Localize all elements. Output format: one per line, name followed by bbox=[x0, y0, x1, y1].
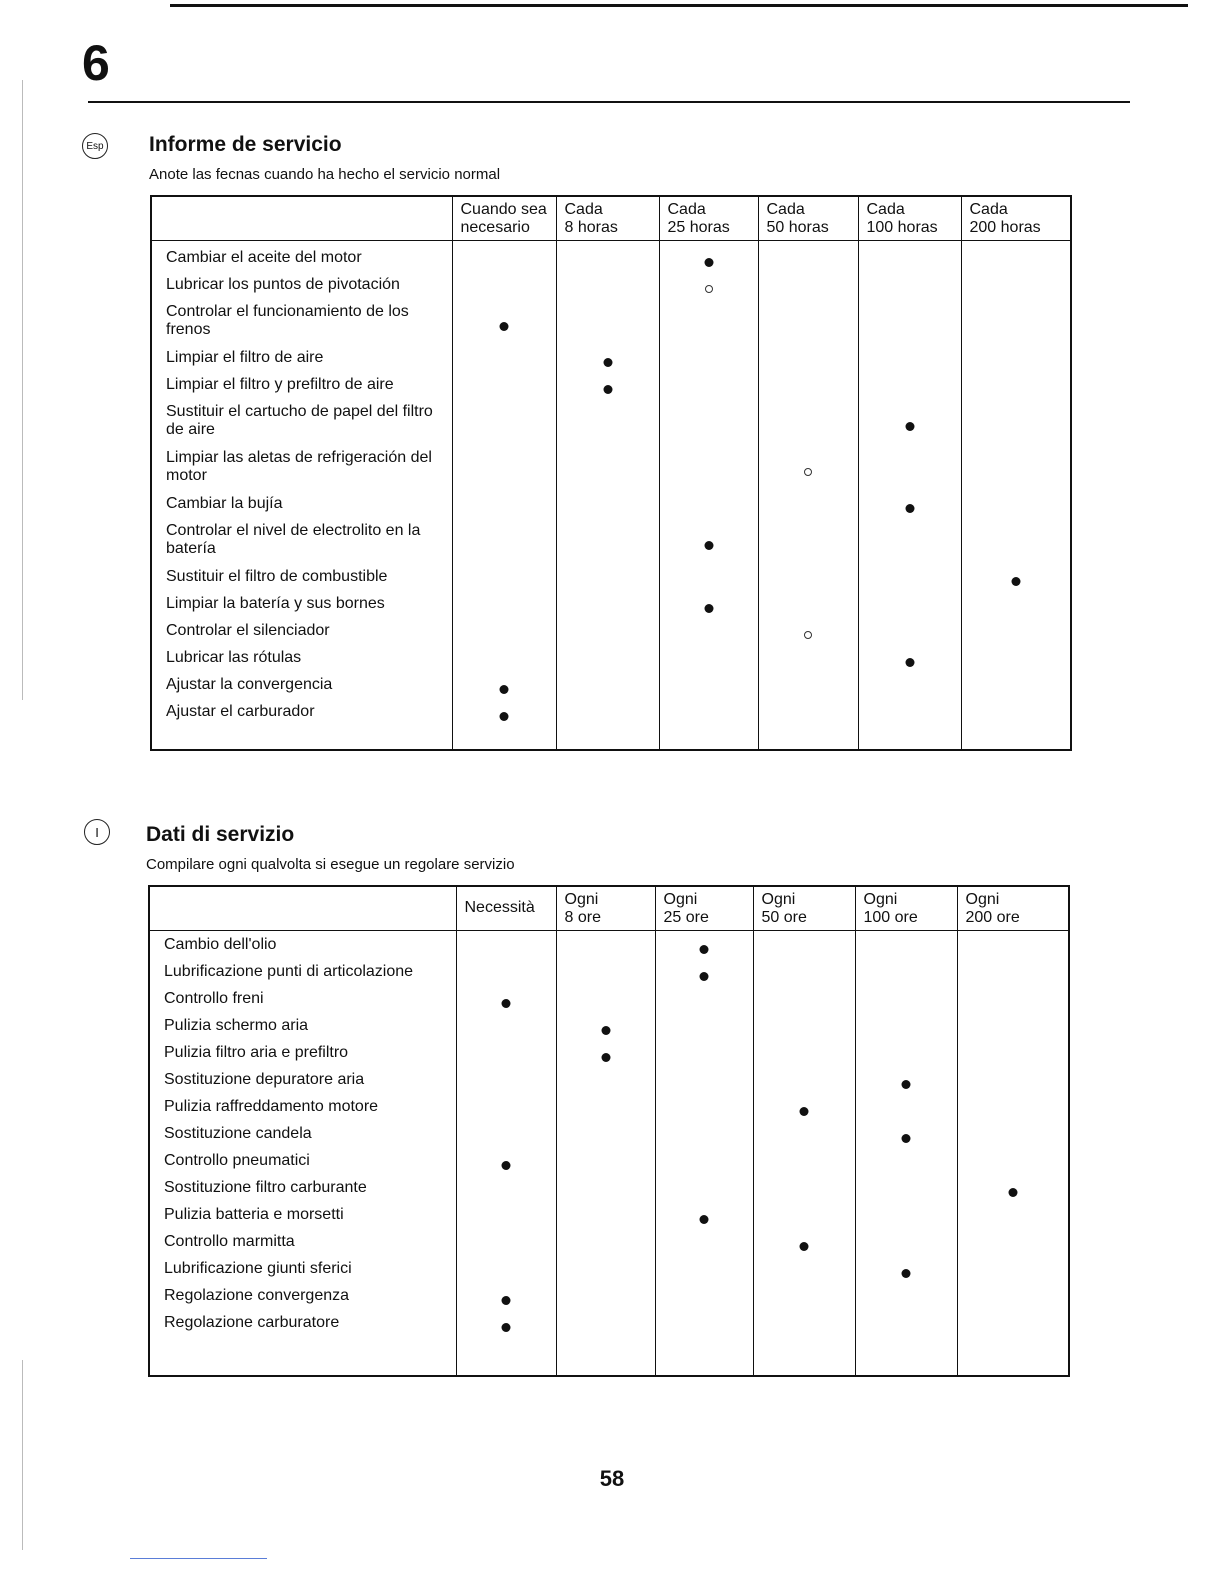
schedule-cell bbox=[759, 568, 858, 595]
footer-scan-line bbox=[130, 1558, 267, 1559]
task-label: Limpiar la batería y sus bornes bbox=[166, 594, 385, 612]
task-label: Pulizia schermo aria bbox=[164, 1016, 309, 1034]
schedule-cell bbox=[754, 990, 855, 1017]
schedule-cell bbox=[660, 349, 758, 376]
schedule-cell bbox=[856, 990, 957, 1017]
schedule-cell bbox=[962, 522, 1071, 568]
schedule-cell bbox=[859, 522, 961, 568]
column-header: Ogni 8 ore bbox=[556, 886, 655, 930]
schedule-cell bbox=[656, 936, 753, 963]
schedule-cell bbox=[958, 936, 1069, 963]
schedule-cell bbox=[962, 649, 1071, 676]
schedule-cell bbox=[962, 303, 1071, 349]
task-label: Lubricar los puntos de pivotación bbox=[166, 275, 400, 293]
interval-column bbox=[753, 930, 855, 1376]
schedule-cell bbox=[557, 349, 659, 376]
task-column-header bbox=[149, 886, 456, 930]
schedule-cell bbox=[754, 1179, 855, 1206]
italian-subtitle: Compilare ogni qualvolta si esegue un regolare servizio bbox=[146, 856, 515, 873]
schedule-cell bbox=[759, 276, 858, 303]
schedule-cell bbox=[457, 936, 556, 963]
schedule-dot-icon bbox=[500, 685, 509, 694]
schedule-cell bbox=[453, 495, 556, 522]
schedule-cell bbox=[557, 1152, 655, 1179]
task-label: Pulizia filtro aria e prefiltro bbox=[164, 1043, 349, 1061]
schedule-cell bbox=[453, 349, 556, 376]
schedule-cell bbox=[557, 1179, 655, 1206]
schedule-cell bbox=[859, 249, 961, 276]
column-header: Ogni 200 ore bbox=[957, 886, 1069, 930]
schedule-cell bbox=[656, 990, 753, 1017]
schedule-cell bbox=[754, 1260, 855, 1287]
column-header: Ogni 100 ore bbox=[855, 886, 957, 930]
italian-service-table bbox=[148, 885, 1070, 1377]
schedule-cell bbox=[557, 495, 659, 522]
schedule-cell bbox=[557, 963, 655, 990]
schedule-cell bbox=[962, 376, 1071, 403]
schedule-cell bbox=[457, 1233, 556, 1260]
schedule-cell bbox=[557, 1260, 655, 1287]
schedule-cell bbox=[457, 1206, 556, 1233]
interval-column bbox=[556, 930, 655, 1376]
task-label: Sostituzione filtro carburante bbox=[164, 1178, 367, 1196]
schedule-cell bbox=[759, 376, 858, 403]
task-label: Limpiar el filtro de aire bbox=[166, 348, 324, 366]
language-badge-italian: I bbox=[84, 819, 110, 845]
schedule-cell bbox=[962, 595, 1071, 622]
schedule-cell bbox=[958, 990, 1069, 1017]
schedule-cell bbox=[962, 403, 1071, 449]
schedule-cell bbox=[856, 1260, 957, 1287]
task-label: Sustituir el cartucho de papel del filtro de aire bbox=[166, 402, 433, 438]
schedule-cell bbox=[457, 1125, 556, 1152]
interval-column bbox=[758, 240, 858, 750]
schedule-cell bbox=[759, 249, 858, 276]
schedule-cell bbox=[660, 376, 758, 403]
schedule-cell bbox=[856, 1314, 957, 1341]
task-label: Cambio dell'olio bbox=[164, 935, 277, 953]
schedule-cell bbox=[759, 676, 858, 703]
task-label: Cambiar la bujía bbox=[166, 494, 283, 512]
schedule-cell bbox=[453, 403, 556, 449]
italian-title: Dati di servizio bbox=[146, 823, 295, 846]
task-label: Sostituzione candela bbox=[164, 1124, 312, 1142]
schedule-cell bbox=[660, 703, 758, 730]
schedule-cell bbox=[457, 1314, 556, 1341]
schedule-cell bbox=[958, 1152, 1069, 1179]
schedule-cell bbox=[656, 1260, 753, 1287]
schedule-cell bbox=[859, 303, 961, 349]
column-header: Cada 200 horas bbox=[961, 196, 1071, 240]
schedule-cell bbox=[656, 1179, 753, 1206]
schedule-cell bbox=[754, 936, 855, 963]
schedule-dot-icon bbox=[500, 322, 509, 331]
task-label: Limpiar las aletas de refrigeración del motor bbox=[166, 448, 432, 484]
schedule-cell bbox=[453, 649, 556, 676]
top-rule bbox=[170, 4, 1188, 7]
schedule-cell bbox=[656, 1314, 753, 1341]
schedule-cell bbox=[557, 568, 659, 595]
schedule-cell bbox=[962, 276, 1071, 303]
schedule-cell bbox=[859, 703, 961, 730]
schedule-cell bbox=[557, 649, 659, 676]
task-label: Controllo freni bbox=[164, 989, 264, 1007]
schedule-dot-icon bbox=[500, 712, 509, 721]
schedule-cell bbox=[962, 249, 1071, 276]
schedule-cell bbox=[457, 1179, 556, 1206]
margin-scan-line bbox=[22, 80, 23, 700]
section-rule bbox=[88, 101, 1130, 103]
schedule-cell bbox=[557, 1287, 655, 1314]
column-header: Cada 100 horas bbox=[858, 196, 961, 240]
schedule-cell bbox=[859, 376, 961, 403]
schedule-cell bbox=[453, 303, 556, 349]
schedule-cell bbox=[856, 1152, 957, 1179]
schedule-cell bbox=[453, 522, 556, 568]
schedule-cell bbox=[557, 1314, 655, 1341]
schedule-cell bbox=[759, 349, 858, 376]
interval-column bbox=[556, 240, 659, 750]
schedule-cell bbox=[754, 1287, 855, 1314]
schedule-dot-icon bbox=[804, 631, 812, 639]
schedule-cell bbox=[557, 376, 659, 403]
schedule-cell bbox=[656, 1152, 753, 1179]
schedule-dot-icon bbox=[601, 1026, 610, 1035]
task-column-header bbox=[151, 196, 452, 240]
schedule-dot-icon bbox=[700, 1215, 709, 1224]
schedule-cell bbox=[856, 1206, 957, 1233]
schedule-dot-icon bbox=[804, 468, 812, 476]
schedule-cell bbox=[656, 1287, 753, 1314]
task-label: Regolazione convergenza bbox=[164, 1286, 350, 1304]
schedule-dot-icon bbox=[704, 541, 713, 550]
task-label: Pulizia batteria e morsetti bbox=[164, 1205, 344, 1223]
schedule-cell bbox=[958, 1098, 1069, 1125]
schedule-cell bbox=[754, 963, 855, 990]
task-label: Limpiar el filtro y prefiltro de aire bbox=[166, 375, 394, 393]
schedule-cell bbox=[457, 990, 556, 1017]
schedule-cell bbox=[457, 1098, 556, 1125]
schedule-cell bbox=[958, 1233, 1069, 1260]
schedule-dot-icon bbox=[603, 385, 612, 394]
schedule-cell bbox=[759, 403, 858, 449]
schedule-cell bbox=[856, 1098, 957, 1125]
margin-scan-line bbox=[22, 1360, 23, 1550]
schedule-cell bbox=[759, 522, 858, 568]
schedule-cell bbox=[660, 403, 758, 449]
schedule-cell bbox=[660, 649, 758, 676]
schedule-dot-icon bbox=[905, 658, 914, 667]
schedule-cell bbox=[656, 1233, 753, 1260]
task-label: Regolazione carburatore bbox=[164, 1313, 340, 1331]
schedule-cell bbox=[557, 449, 659, 495]
schedule-dot-icon bbox=[704, 604, 713, 613]
task-label: Pulizia raffreddamento motore bbox=[164, 1097, 379, 1115]
spanish-service-table bbox=[150, 195, 1072, 751]
schedule-cell bbox=[759, 303, 858, 349]
schedule-cell bbox=[759, 449, 858, 495]
schedule-cell bbox=[962, 703, 1071, 730]
schedule-cell bbox=[859, 649, 961, 676]
schedule-cell bbox=[557, 1125, 655, 1152]
schedule-cell bbox=[962, 676, 1071, 703]
schedule-cell bbox=[958, 963, 1069, 990]
page-number: 58 bbox=[599, 1466, 625, 1491]
schedule-cell bbox=[856, 1044, 957, 1071]
schedule-cell bbox=[457, 1260, 556, 1287]
schedule-cell bbox=[958, 1206, 1069, 1233]
schedule-cell bbox=[557, 522, 659, 568]
task-label: Ajustar la convergencia bbox=[166, 675, 333, 693]
schedule-dot-icon bbox=[704, 258, 713, 267]
schedule-cell bbox=[656, 1071, 753, 1098]
schedule-cell bbox=[759, 649, 858, 676]
schedule-dot-icon bbox=[905, 422, 914, 431]
schedule-cell bbox=[962, 622, 1071, 649]
schedule-cell bbox=[859, 495, 961, 522]
schedule-dot-icon bbox=[603, 358, 612, 367]
schedule-cell bbox=[754, 1152, 855, 1179]
schedule-cell bbox=[859, 449, 961, 495]
schedule-cell bbox=[856, 1233, 957, 1260]
schedule-cell bbox=[557, 936, 655, 963]
schedule-cell bbox=[962, 568, 1071, 595]
task-label: Cambiar el aceite del motor bbox=[166, 248, 362, 266]
schedule-cell bbox=[958, 1287, 1069, 1314]
schedule-dot-icon bbox=[905, 504, 914, 513]
schedule-cell bbox=[457, 963, 556, 990]
schedule-cell bbox=[660, 522, 758, 568]
schedule-cell bbox=[557, 303, 659, 349]
schedule-cell bbox=[660, 495, 758, 522]
schedule-cell bbox=[754, 1314, 855, 1341]
schedule-cell bbox=[856, 1125, 957, 1152]
schedule-cell bbox=[557, 595, 659, 622]
schedule-cell bbox=[962, 449, 1071, 495]
schedule-dot-icon bbox=[502, 1161, 511, 1170]
schedule-cell bbox=[557, 622, 659, 649]
schedule-cell bbox=[958, 1314, 1069, 1341]
schedule-cell bbox=[557, 1233, 655, 1260]
schedule-cell bbox=[962, 349, 1071, 376]
schedule-cell bbox=[453, 276, 556, 303]
task-label: Controlar el nivel de electrolito en la batería bbox=[166, 521, 421, 557]
schedule-cell bbox=[759, 595, 858, 622]
schedule-cell bbox=[656, 1206, 753, 1233]
column-header: Ogni 25 ore bbox=[655, 886, 753, 930]
schedule-cell bbox=[859, 595, 961, 622]
schedule-cell bbox=[958, 1260, 1069, 1287]
schedule-cell bbox=[453, 568, 556, 595]
task-label: Controllo marmitta bbox=[164, 1232, 295, 1250]
schedule-cell bbox=[660, 303, 758, 349]
schedule-cell bbox=[557, 403, 659, 449]
interval-column bbox=[659, 240, 758, 750]
schedule-dot-icon bbox=[502, 1323, 511, 1332]
interval-column bbox=[855, 930, 957, 1376]
schedule-cell bbox=[656, 963, 753, 990]
schedule-cell bbox=[759, 495, 858, 522]
schedule-cell bbox=[859, 276, 961, 303]
schedule-cell bbox=[557, 703, 659, 730]
schedule-cell bbox=[453, 703, 556, 730]
schedule-cell bbox=[557, 676, 659, 703]
interval-column bbox=[456, 930, 556, 1376]
schedule-dot-icon bbox=[902, 1269, 911, 1278]
interval-column bbox=[655, 930, 753, 1376]
schedule-cell bbox=[660, 595, 758, 622]
spanish-subtitle: Anote las fecnas cuando ha hecho el servicio normal bbox=[149, 166, 501, 183]
schedule-cell bbox=[660, 568, 758, 595]
schedule-cell bbox=[453, 249, 556, 276]
schedule-dot-icon bbox=[601, 1053, 610, 1062]
schedule-cell bbox=[754, 1071, 855, 1098]
schedule-cell bbox=[557, 1017, 655, 1044]
schedule-dot-icon bbox=[1008, 1188, 1017, 1197]
column-header: Cada 8 horas bbox=[556, 196, 659, 240]
schedule-cell bbox=[453, 595, 556, 622]
schedule-cell bbox=[557, 1098, 655, 1125]
schedule-cell bbox=[656, 1098, 753, 1125]
schedule-cell bbox=[754, 1044, 855, 1071]
schedule-cell bbox=[754, 1125, 855, 1152]
schedule-cell bbox=[856, 1179, 957, 1206]
schedule-dot-icon bbox=[502, 1296, 511, 1305]
schedule-cell bbox=[660, 622, 758, 649]
schedule-cell bbox=[457, 1044, 556, 1071]
schedule-cell bbox=[759, 703, 858, 730]
column-header: Cuando sea necesario bbox=[452, 196, 556, 240]
language-badge-spanish: Esp bbox=[82, 133, 108, 159]
column-header: Cada 25 horas bbox=[659, 196, 758, 240]
schedule-cell bbox=[457, 1152, 556, 1179]
schedule-cell bbox=[557, 276, 659, 303]
chapter-number: 6 bbox=[82, 35, 110, 91]
schedule-cell bbox=[453, 376, 556, 403]
schedule-cell bbox=[754, 1233, 855, 1260]
column-header: Cada 50 horas bbox=[758, 196, 858, 240]
schedule-cell bbox=[660, 276, 758, 303]
schedule-cell bbox=[759, 622, 858, 649]
schedule-cell bbox=[958, 1179, 1069, 1206]
schedule-cell bbox=[660, 249, 758, 276]
schedule-dot-icon bbox=[705, 285, 713, 293]
schedule-cell bbox=[859, 403, 961, 449]
schedule-dot-icon bbox=[902, 1080, 911, 1089]
schedule-cell bbox=[557, 249, 659, 276]
schedule-cell bbox=[457, 1017, 556, 1044]
task-label: Controllo pneumatici bbox=[164, 1151, 310, 1169]
schedule-cell bbox=[958, 1125, 1069, 1152]
schedule-dot-icon bbox=[502, 999, 511, 1008]
schedule-cell bbox=[754, 1206, 855, 1233]
spanish-title: Informe de servicio bbox=[149, 133, 342, 156]
schedule-cell bbox=[453, 449, 556, 495]
schedule-cell bbox=[859, 676, 961, 703]
task-label: Sostituzione depuratore aria bbox=[164, 1070, 365, 1088]
schedule-cell bbox=[557, 1044, 655, 1071]
schedule-cell bbox=[453, 622, 556, 649]
schedule-cell bbox=[656, 1017, 753, 1044]
schedule-dot-icon bbox=[700, 945, 709, 954]
schedule-cell bbox=[859, 349, 961, 376]
task-label: Sustituir el filtro de combustible bbox=[166, 567, 388, 585]
schedule-cell bbox=[856, 1017, 957, 1044]
schedule-cell bbox=[856, 936, 957, 963]
schedule-cell bbox=[457, 1071, 556, 1098]
schedule-cell bbox=[958, 1017, 1069, 1044]
interval-column bbox=[452, 240, 556, 750]
interval-column bbox=[858, 240, 961, 750]
task-label: Lubrificazione punti di articolazione bbox=[164, 962, 414, 980]
schedule-cell bbox=[660, 676, 758, 703]
schedule-cell bbox=[958, 1044, 1069, 1071]
schedule-cell bbox=[856, 963, 957, 990]
task-label: Lubrificazione giunti sferici bbox=[164, 1259, 352, 1277]
schedule-cell bbox=[557, 1071, 655, 1098]
task-list bbox=[151, 240, 452, 750]
schedule-dot-icon bbox=[902, 1134, 911, 1143]
schedule-dot-icon bbox=[800, 1107, 809, 1116]
schedule-cell bbox=[754, 1098, 855, 1125]
schedule-cell bbox=[856, 1071, 957, 1098]
schedule-cell bbox=[859, 622, 961, 649]
schedule-dot-icon bbox=[800, 1242, 809, 1251]
schedule-cell bbox=[962, 495, 1071, 522]
schedule-dot-icon bbox=[1011, 577, 1020, 586]
schedule-cell bbox=[557, 990, 655, 1017]
schedule-cell bbox=[557, 1206, 655, 1233]
schedule-cell bbox=[958, 1071, 1069, 1098]
schedule-cell bbox=[859, 568, 961, 595]
schedule-cell bbox=[453, 676, 556, 703]
interval-column bbox=[957, 930, 1069, 1376]
column-header: Ogni 50 ore bbox=[753, 886, 855, 930]
interval-column bbox=[961, 240, 1071, 750]
schedule-cell bbox=[754, 1017, 855, 1044]
column-header: Necessità bbox=[456, 886, 556, 930]
task-label: Controlar el funcionamiento de los frenos bbox=[166, 302, 409, 338]
schedule-cell bbox=[660, 449, 758, 495]
task-label: Ajustar el carburador bbox=[166, 702, 315, 720]
schedule-cell bbox=[457, 1287, 556, 1314]
task-label: Controlar el silenciador bbox=[166, 621, 330, 639]
schedule-cell bbox=[656, 1125, 753, 1152]
schedule-cell bbox=[656, 1044, 753, 1071]
schedule-cell bbox=[856, 1287, 957, 1314]
task-list bbox=[149, 930, 456, 1376]
task-label: Lubricar las rótulas bbox=[166, 648, 302, 666]
schedule-dot-icon bbox=[700, 972, 709, 981]
